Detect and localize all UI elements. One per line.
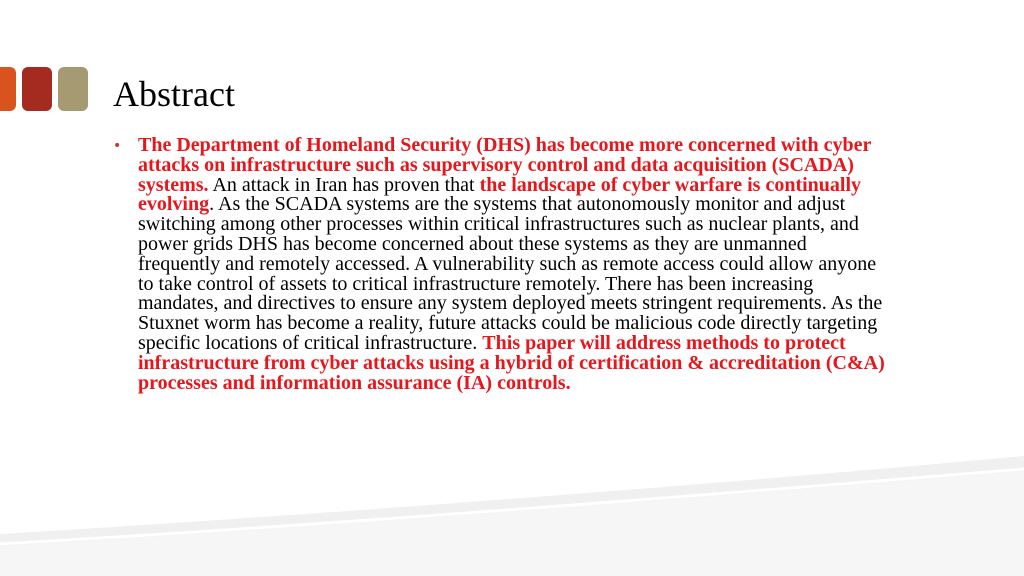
decor-bar-tan [58,67,88,111]
highlight-text-2: the landscape of cyber warfare is continually evolving [138,173,862,216]
abstract-paragraph [138,136,890,393]
body-text-1: An attack in Iran has proven that [208,173,480,196]
highlight-text-1: The Department of Homeland Security (DHS) has become more concerned with cyber attacks on infrastructure such as supervisory control and data acquisition (SCADA) systems. [138,134,872,196]
decor-bar-red [22,67,52,111]
highlight-text-3: This paper will address methods to protect infrastructure from cyber attacks using a hybrid of certification & accreditation (C&A) processes and information assurance (IA) controls. [138,331,885,394]
body-text-2: . As the SCADA systems are the systems that autonomously monitor and adjust switching among other processes within critical infrastructures such as nuclear plants, and power grids DHS has become concerned about these systems as they are unmanned frequently and remotely accessed. A vulnerability such as remote access could allow anyone to take control of assets to critical infrastructure remotely. There has been increasing mandates, and directives to ensure any system deployed meets stringent requirements. As the Stuxnet worm has become a reality, future attacks could be malicious code directly targeting specific locations of critical infrastructure. [138,193,883,354]
slide-title: Abstract [113,74,235,114]
background-swoosh [0,446,1024,576]
bullet-dot-icon: • [113,138,122,154]
decor-bar-orange [0,67,16,111]
